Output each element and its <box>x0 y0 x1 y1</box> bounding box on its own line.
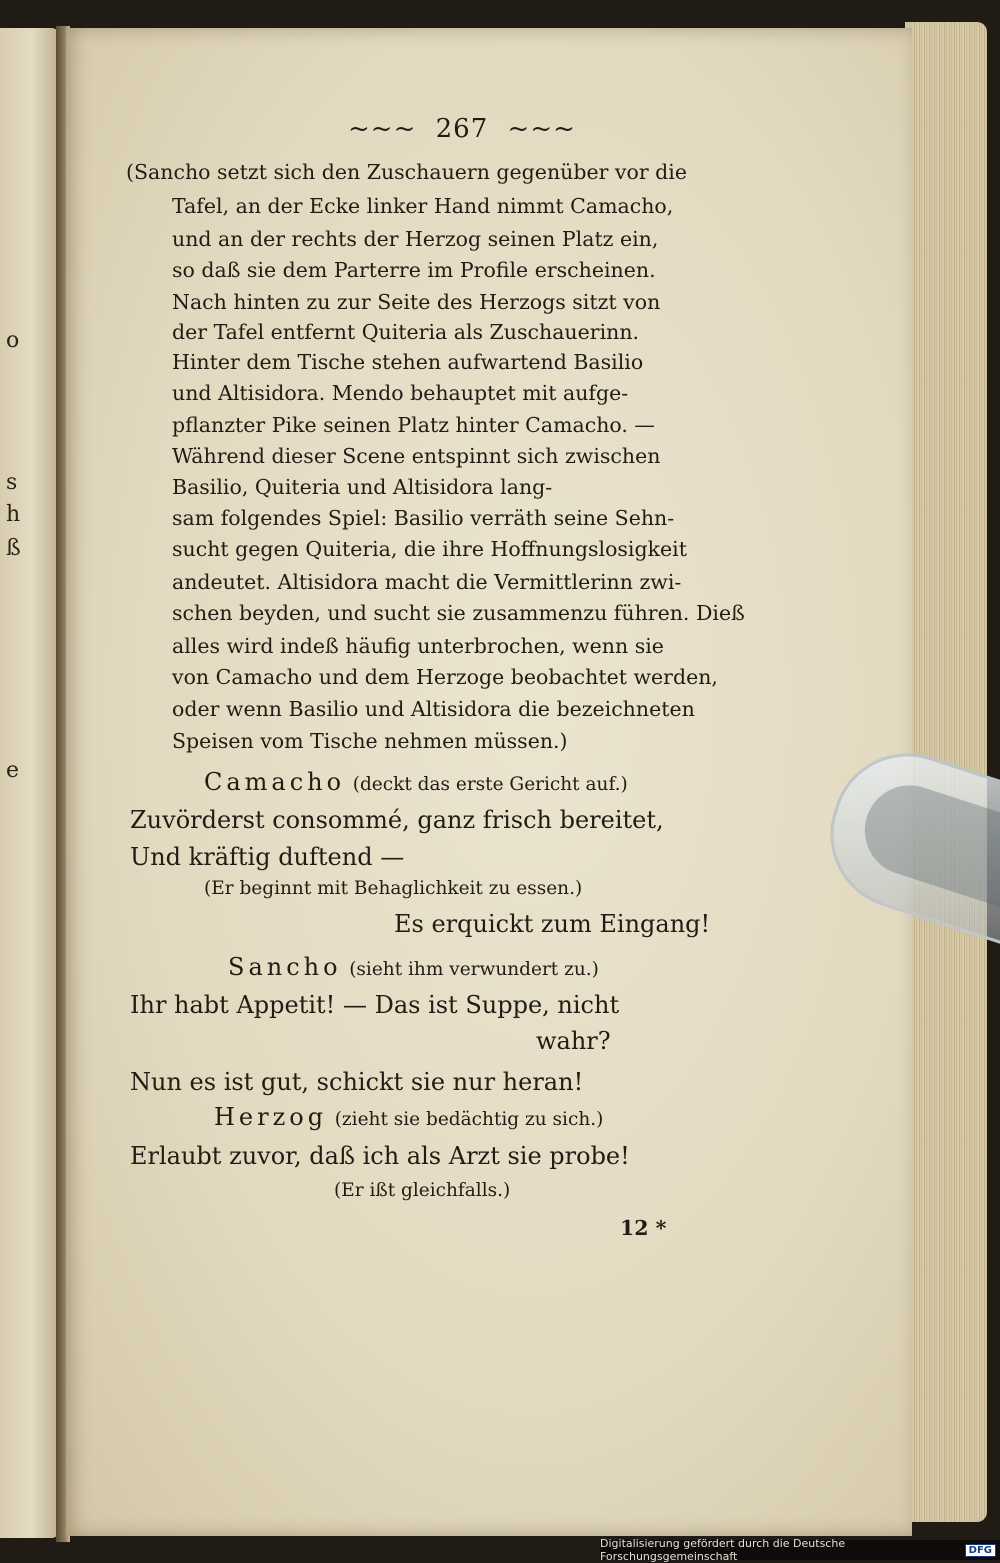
verse-line: Ihr habt Appetit! — Das ist Suppe, nicht <box>130 991 620 1019</box>
stage-direction-line: andeutet. Altisidora macht die Vermittlerinn zwi- <box>172 570 682 594</box>
left-page-letter: h <box>6 502 21 527</box>
stage-direction-line: und an der rechts der Herzog seinen Platz ein, <box>172 227 659 251</box>
page-clip-inner <box>853 774 1000 909</box>
verse-line: Zuvörderst consommé, ganz frisch bereitet, <box>130 806 664 834</box>
left-page-letter: e <box>6 758 20 783</box>
digitization-credit <box>600 1537 1000 1563</box>
verse-line: Nun es ist gut, schickt sie nur heran! <box>130 1068 584 1096</box>
speaker-line-sancho <box>228 953 599 981</box>
stage-direction-line: Speisen vom Tische nehmen müssen.) <box>172 729 568 753</box>
left-page-letter: s <box>6 470 18 495</box>
stage-direction-line: Nach hinten zu zur Seite des Herzogs sitzt von <box>172 290 661 314</box>
credit-text: Digitalisierung gefördert durch die Deutsche Forschungsgemeinschaft <box>600 1537 846 1563</box>
stage-direction-line: und Altisidora. Mendo behauptet mit aufge- <box>172 381 629 405</box>
left-page-letter: o <box>6 328 20 353</box>
stage-direction-line: schen beyden, und sucht sie zusammenzu führen. Dieß <box>172 601 745 625</box>
header-ornament-left: ~~~ <box>348 114 417 144</box>
stage-direction: (zieht sie bedächtig zu sich.) <box>334 1109 604 1130</box>
dfg-logo: DFG <box>965 1544 996 1557</box>
page-header <box>348 114 576 144</box>
stage-direction-line: so daß sie dem Parterre im Profile erscheinen. <box>172 258 656 282</box>
stage-direction-line: pflanzter Pike seinen Platz hinter Camacho. — <box>172 413 655 437</box>
speaker-name: Camacho <box>204 768 346 796</box>
stage-direction-line: oder wenn Basilio und Altisidora die bezeichneten <box>172 697 695 721</box>
facing-left-page <box>0 28 58 1538</box>
stage-direction: (sieht ihm verwundert zu.) <box>349 959 599 980</box>
speaker-name: Herzog <box>214 1103 328 1131</box>
speaker-name: Sancho <box>228 953 342 981</box>
stage-direction-line: Basilio, Quiteria und Altisidora lang- <box>172 475 553 499</box>
signature-mark: 12 * <box>620 1216 667 1240</box>
stage-direction-line: Tafel, an der Ecke linker Hand nimmt Camacho, <box>172 194 674 218</box>
left-page-letter: ß <box>6 536 21 561</box>
stage-direction: (Er ißt gleichfalls.) <box>334 1180 511 1201</box>
verse-line: Es erquickt zum Eingang! <box>394 910 711 938</box>
stage-direction: (deckt das erste Gericht auf.) <box>352 774 628 795</box>
stage-direction-line: (Sancho setzt sich den Zuschauern gegenüber vor die <box>126 160 687 184</box>
stage-direction: (Er beginnt mit Behaglichkeit zu essen.) <box>204 878 583 899</box>
speaker-line-herzog <box>214 1103 603 1131</box>
stage-direction-line: Hinter dem Tische stehen aufwartend Basilio <box>172 350 644 374</box>
verse-line: Erlaubt zuvor, daß ich als Arzt sie probe! <box>130 1142 630 1170</box>
stage-direction-line: sam folgendes Spiel: Basilio verräth seine Sehn- <box>172 506 675 530</box>
stage-direction-line: alles wird indeß häufig unterbrochen, wenn sie <box>172 634 664 658</box>
speaker-line-camacho <box>204 768 628 796</box>
stage-direction-line: der Tafel entfernt Quiteria als Zuschauerinn. <box>172 320 640 344</box>
header-ornament-right: ~~~ <box>507 114 576 144</box>
stage-direction-line: sucht gegen Quiteria, die ihre Hoffnungslosigkeit <box>172 537 687 561</box>
stage-direction-line: Während dieser Scene entspinnt sich zwischen <box>172 444 661 468</box>
stage-direction-line: von Camacho und dem Herzoge beobachtet werden, <box>172 665 718 689</box>
verse-line: wahr? <box>536 1027 611 1055</box>
page-number: 267 <box>435 114 489 144</box>
verse-line: Und kräftig duftend — <box>130 843 405 871</box>
